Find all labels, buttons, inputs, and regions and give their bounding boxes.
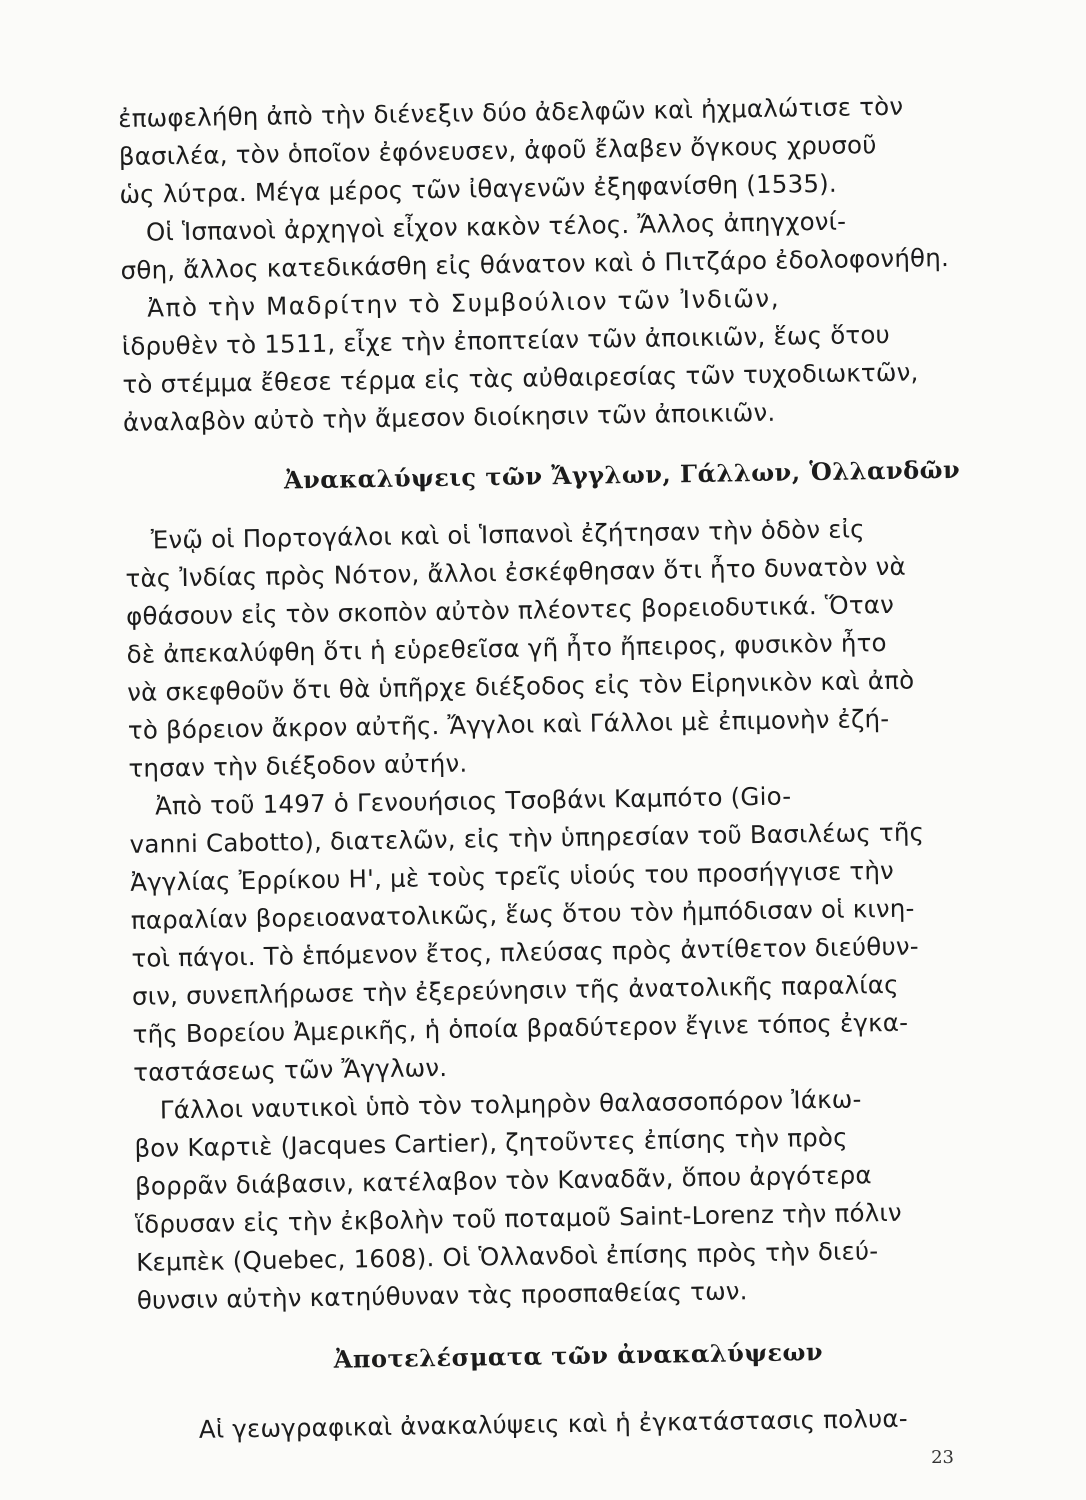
page-number: 23: [931, 1447, 954, 1468]
section-heading: Ἀνακαλύψεις τῶν Ἄγγλων, Γάλλων, Ὁλλανδῶν: [283, 454, 961, 495]
text-line: Κεμπὲκ (Quebec, 1608). Οἱ Ὁλλανδοὶ ἐπίσης πρὸς τὴν διεύ-: [136, 1236, 879, 1277]
text-line: Ἀπὸ τοῦ 1497 ὁ Γενουήσιος Τσοβάνι Καμπότο (Gio-: [154, 781, 792, 821]
text-line: τῆς Βορείου Ἀμερικῆς, ἡ ὁποία βραδύτερον ἔγινε τόπος ἐγκα-: [132, 1007, 909, 1049]
text-line: Οἱ Ἱσπανοὶ ἀρχηγοὶ εἶχον κακὸν τέλος. Ἄλλος ἀπηγχονί-: [145, 206, 847, 247]
text-line: βον Καρτιὲ (Jacques Cartier), ζητοῦντες ἐπίσης τὴν πρὸς: [134, 1122, 848, 1163]
text-line: ἐπωφελήθη ἀπὸ τὴν διένεξιν δύο ἀδελφῶν καὶ ἠχμαλώτισε τὸν: [118, 91, 904, 133]
text-line: Ἐνῷ οἱ Πορτογάλοι καὶ οἱ Ἱσπανοὶ ἐζήτησαν τὴν ὁδὸν εἰς: [150, 514, 865, 555]
text-line: βασιλέα, τὸν ὁποῖον ἐφόνευσεν, ἀφοῦ ἔλαβεν ὄγκους χρυσοῦ: [118, 130, 877, 171]
text-line: θυνσιν αὐτὴν κατηύθυναν τὰς προσπαθείας των.: [136, 1276, 748, 1315]
text-line: σιν, συνεπλήρωσε τὴν ἐξερεύνησιν τῆς ἀνατολικῆς παραλίας: [131, 969, 899, 1011]
text-line: τοὶ πάγοι. Τὸ ἑπόμενον ἔτος, πλεύσας πρὸς ἀντίθετον διεύθυν-: [131, 931, 919, 973]
text-line: σθη, ἄλλος κατεδικάσθη εἰς θάνατον καὶ ὁ Πιτζάρο ἐδολοφονήθη.: [120, 242, 950, 285]
text-line: ὡς λύτρα. Μέγα μέρος τῶν ἰθαγενῶν ἐξηφανίσθη (1535).: [119, 168, 838, 209]
text-line: ἵδρυσαν εἰς τὴν ἐκβολὴν τοῦ ποταμοῦ Saint-Lorenz τὴν πόλιν: [135, 1197, 902, 1239]
text-line: τὸ βόρειον ἄκρον αὐτῆς. Ἄγγλοι καὶ Γάλλοι μὲ ἐπιμονὴν ἐζή-: [127, 703, 890, 745]
text-line: ἱδρυθὲν τὸ 1511, εἶχε τὴν ἐποπτείαν τῶν ἀποικιῶν, ἕως ὅτου: [121, 319, 891, 361]
text-line: φθάσουν εἰς τὸν σκοπὸν αὐτὸν πλέοντες βορειοδυτικά. Ὅταν: [125, 589, 895, 631]
text-line: Ἀπὸ τὴν Μαδρίτην τὸ Συμβούλιον τῶν Ἰνδιῶν,: [147, 283, 781, 323]
text-line: Αἱ γεωγραφικαὶ ἀνακαλύψεις καὶ ἡ ἐγκατάστασις πολυα-: [198, 1403, 908, 1444]
text-line: νὰ σκεφθοῦν ὅτι θὰ ὑπῆρχε διέξοδος εἰς τὸν Εἰρηνικὸν καὶ ἀπὸ: [127, 665, 915, 707]
text-line: τὸ στέμμα ἔθεσε τέρμα εἰς τὰς αὐθαιρεσίας τῶν τυχοδιωκτῶν,: [122, 357, 919, 399]
text-line: ἀναλαβὸν αὐτὸ τὴν ἄμεσον διοίκησιν τῶν ἀποικιῶν.: [122, 397, 776, 437]
text-line: vanni Cabotto), διατελῶν, εἰς τὴν ὑπηρεσίαν τοῦ Βασιλέως τῆς: [129, 817, 925, 859]
text-line: παραλίαν βορειοανατολικῶς, ἕως ὅτου τὸν ἠμπόδισαν οἱ κινη-: [130, 893, 915, 935]
text-line: Ἀγγλίας Ἐρρίκου Η', μὲ τοὺς τρεῖς υἱούς του προσήγγισε τὴν: [130, 855, 895, 897]
text-block: [118, 89, 961, 1444]
text-line: ταστάσεως τῶν Ἄγγλων.: [133, 1052, 448, 1087]
text-line: τὰς Ἰνδίας πρὸς Νότον, ἄλλοι ἐσκέφθησαν ὅτι ἦτο δυνατὸν νὰ: [125, 551, 907, 593]
text-line: δὲ ἀπεκαλύφθη ὅτι ἡ εὑρεθεῖσα γῆ ἦτο ἤπειρος, φυσικὸν ἦτο: [126, 627, 887, 669]
text-line: τησαν τὴν διέξοδον αὐτήν.: [128, 748, 468, 783]
text-line: Γάλλοι ναυτικοὶ ὑπὸ τὸν τολμηρὸν θαλασσοπόρον Ἰάκω-: [159, 1084, 862, 1125]
text-line: βορρᾶν διάβασιν, κατέλαβον τὸν Καναδᾶν, ὅπου ἀργότερα: [134, 1160, 872, 1201]
section-heading: Ἀποτελέσματα τῶν ἀνακαλύψεων: [333, 1337, 824, 1374]
